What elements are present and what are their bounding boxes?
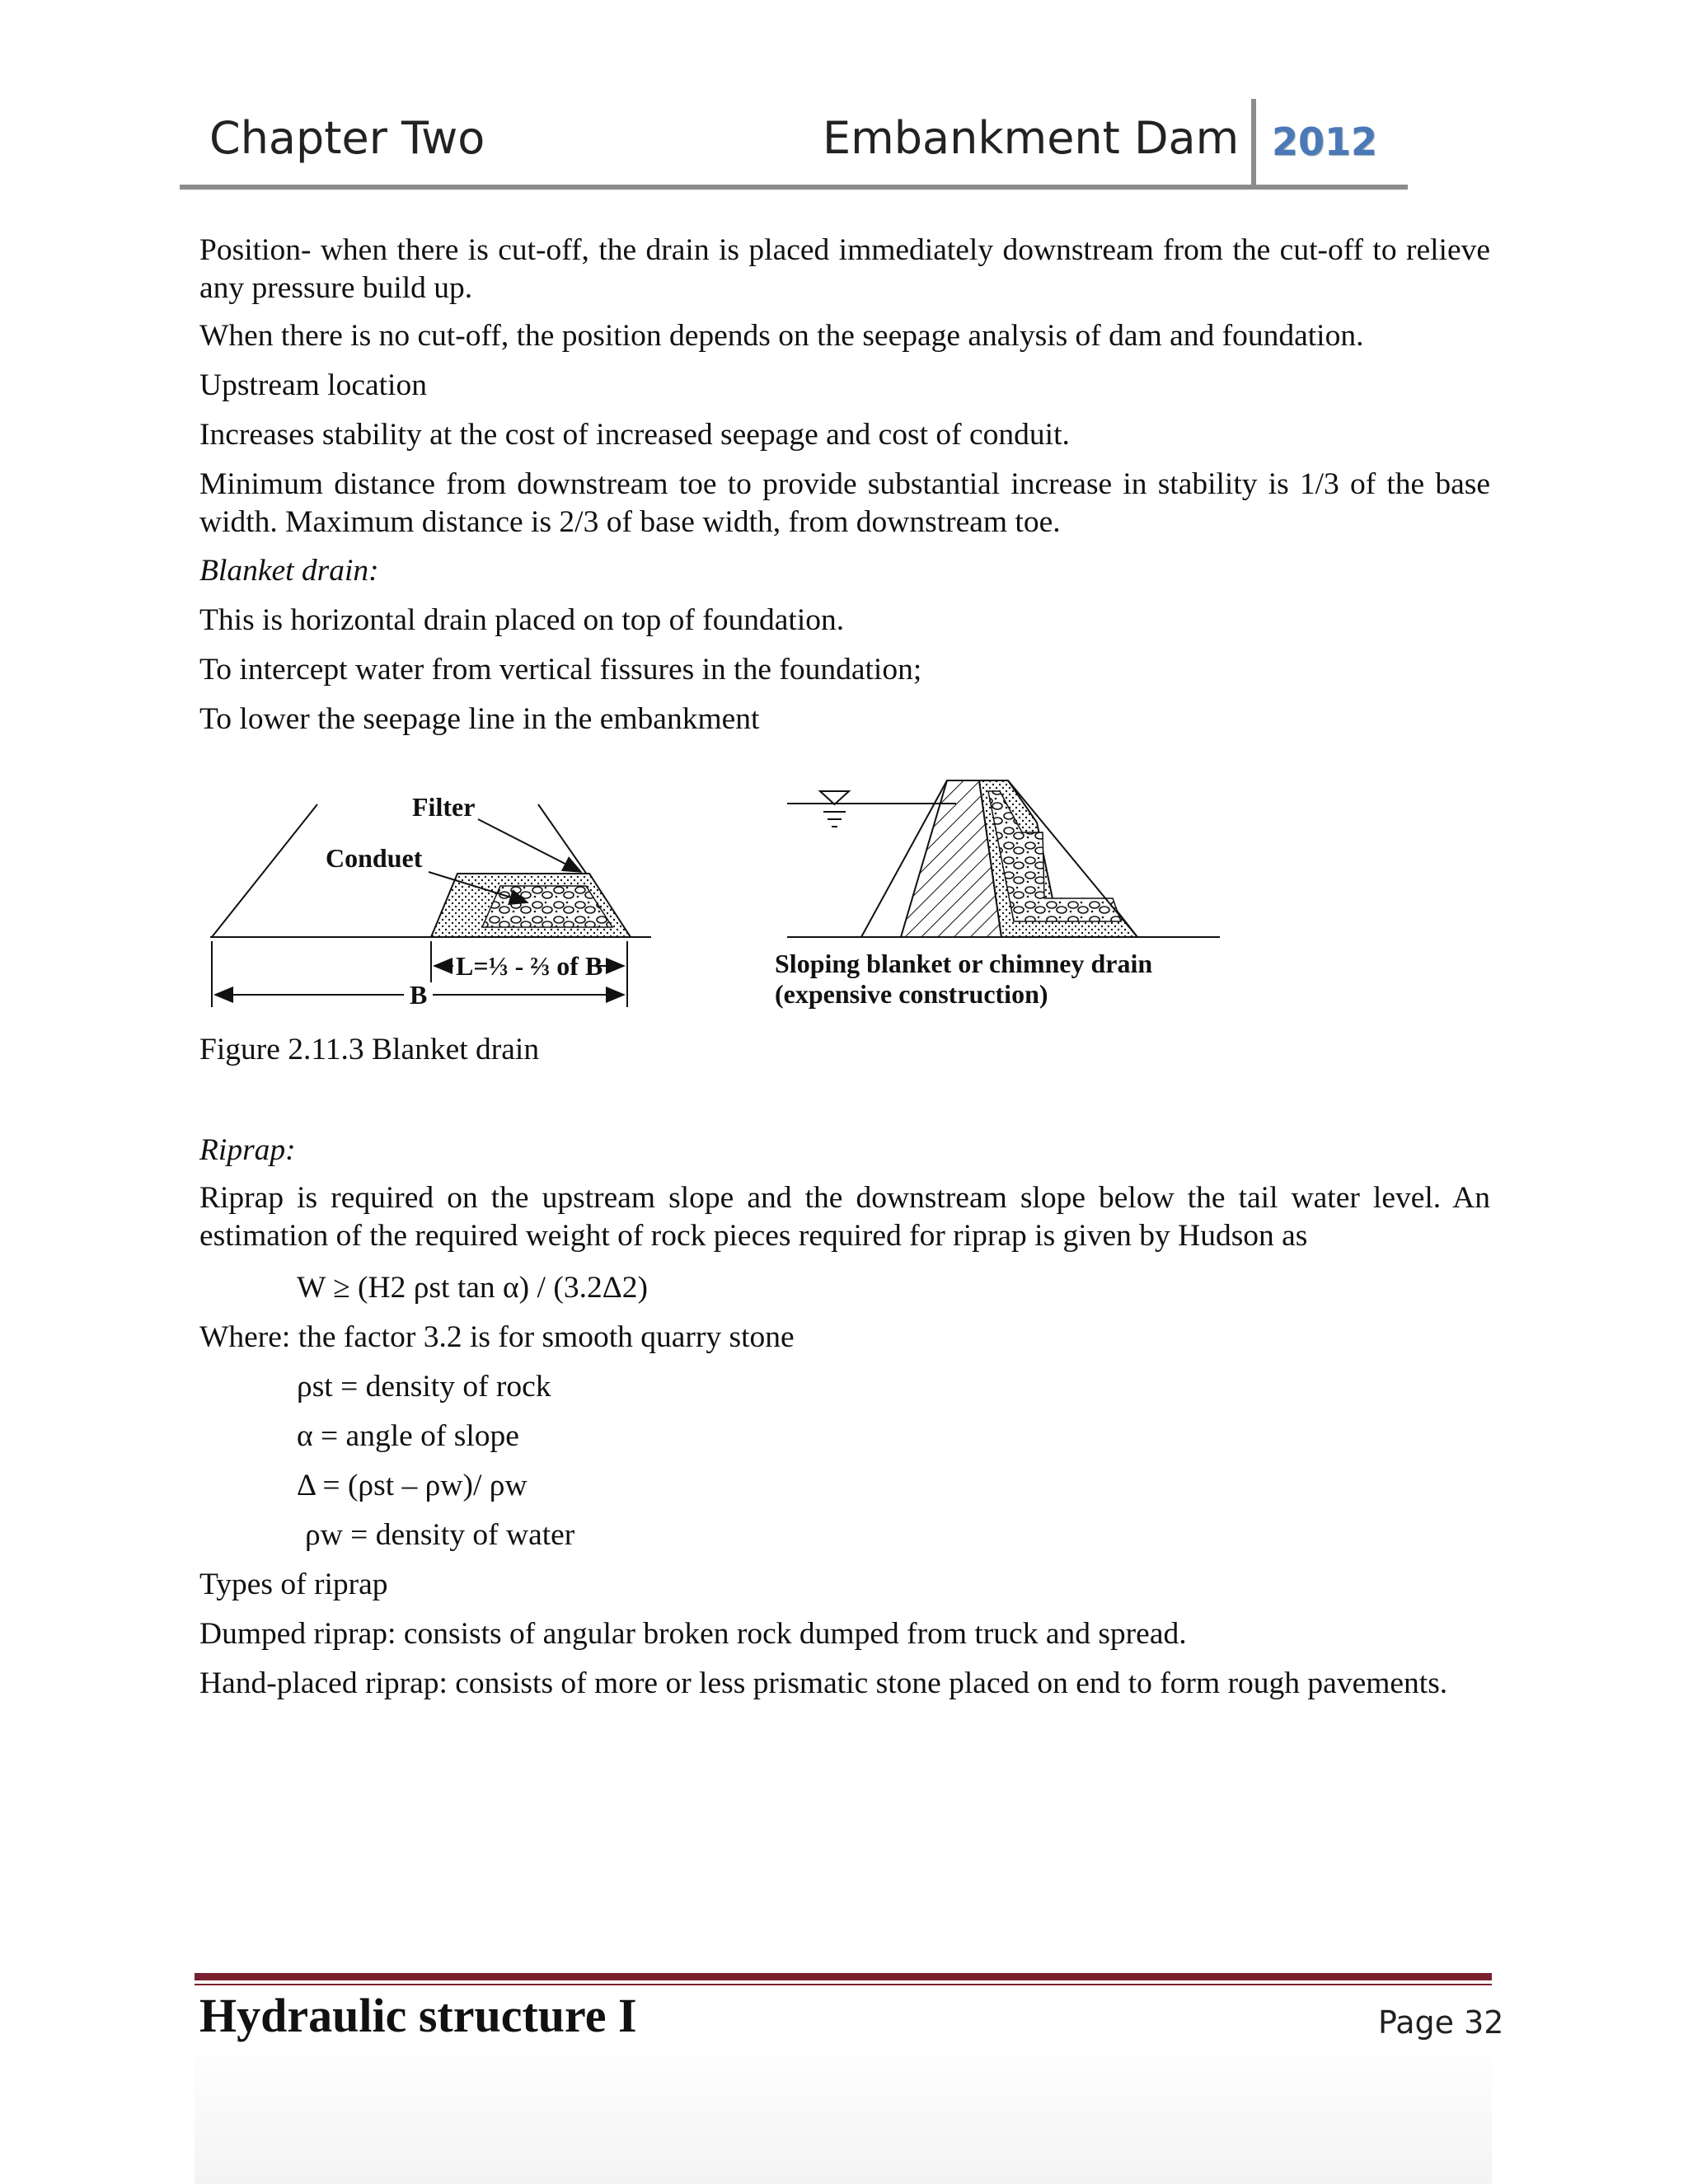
footer-title: Hydraulic structure I bbox=[199, 1989, 637, 2042]
paragraph-intercept-water: To intercept water from vertical fissures in the foundation; bbox=[199, 653, 922, 687]
blanket-drain-figure bbox=[210, 766, 1232, 1022]
formula-hudson: W ≥ (H2 ρst tan α) / (3.2Δ2) bbox=[297, 1271, 649, 1305]
right-chimney-drain-diagram bbox=[775, 780, 1220, 1009]
paragraph-minimum-distance: Minimum distance from downstream toe to provide substantial increase in stability is 1/3 of the base width. Maximum distance is 2/3 of base width, from downstream toe. bbox=[199, 467, 1490, 539]
footer-rule-thin bbox=[195, 1984, 1492, 1985]
paragraph-increases-stability: Increases stability at the cost of increased seepage and cost of conduit. bbox=[199, 418, 1070, 452]
heading-blanket-drain: Blanket drain: bbox=[199, 554, 379, 588]
blanket-drain-diagram bbox=[210, 766, 1232, 1022]
definition-delta: Δ = (ρst – ρw)/ ρw bbox=[297, 1469, 528, 1502]
definition-rho-st: ρst = density of rock bbox=[297, 1370, 551, 1404]
footer-rule bbox=[195, 1973, 1492, 1980]
paragraph-riprap-required: Riprap is required on the upstream slope and the downstream slope below the tail water level. An estimation of the required weight of rock pieces required for riprap is given by Hudson as bbox=[199, 1181, 1490, 1253]
header-separator bbox=[1251, 99, 1256, 188]
left-upstream-slope bbox=[212, 804, 317, 937]
figure-caption: Figure 2.11.3 Blanket drain bbox=[199, 1033, 540, 1066]
label-base: B bbox=[410, 980, 428, 1010]
filter-pointer bbox=[478, 819, 581, 872]
footer-background bbox=[195, 2036, 1492, 2184]
label-conduit: Conduet bbox=[326, 843, 423, 873]
label-length: L=⅓ - ⅔ of B bbox=[456, 951, 603, 981]
paragraph-no-cutoff: When there is no cut-off, the position depends on the seepage analysis of dam and foundation. bbox=[199, 319, 1364, 353]
header-rule bbox=[180, 185, 1408, 190]
label-sloping-blanket: Sloping blanket or chimney drain bbox=[775, 949, 1153, 978]
paragraph-where: Where: the factor 3.2 is for smooth quarry stone bbox=[199, 1320, 795, 1354]
paragraph-position: Position- when there is cut-off, the drain is placed immediately downstream from the cut-off to relieve any pressure build up. bbox=[199, 233, 1490, 305]
left-blanket-drain-diagram bbox=[210, 792, 651, 1010]
label-expensive-construction: (expensive construction) bbox=[775, 979, 1048, 1009]
paragraph-dumped-riprap: Dumped riprap: consists of angular broken rock dumped from truck and spread. bbox=[199, 1617, 1187, 1651]
paragraph-types-of-riprap: Types of riprap bbox=[199, 1568, 388, 1601]
heading-riprap: Riprap: bbox=[199, 1133, 296, 1167]
header-title: Embankment Dam bbox=[823, 112, 1240, 164]
paragraph-lower-seepage: To lower the seepage line in the embankment bbox=[199, 702, 760, 736]
paragraph-hand-placed-riprap: Hand-placed riprap: consists of more or less prismatic stone placed on end to form rough pavements. bbox=[199, 1666, 1448, 1700]
paragraph-horizontal-drain: This is horizontal drain placed on top of foundation. bbox=[199, 603, 845, 637]
page-number: Page 32 bbox=[1378, 2004, 1504, 2041]
definition-rho-w: ρw = density of water bbox=[305, 1518, 575, 1552]
definition-alpha: α = angle of slope bbox=[297, 1419, 519, 1453]
water-level-symbol bbox=[820, 791, 849, 804]
header-chapter: Chapter Two bbox=[209, 112, 485, 164]
header-year: 2012 bbox=[1272, 120, 1378, 164]
label-filter: Filter bbox=[412, 792, 476, 822]
paragraph-upstream-location: Upstream location bbox=[199, 368, 427, 402]
